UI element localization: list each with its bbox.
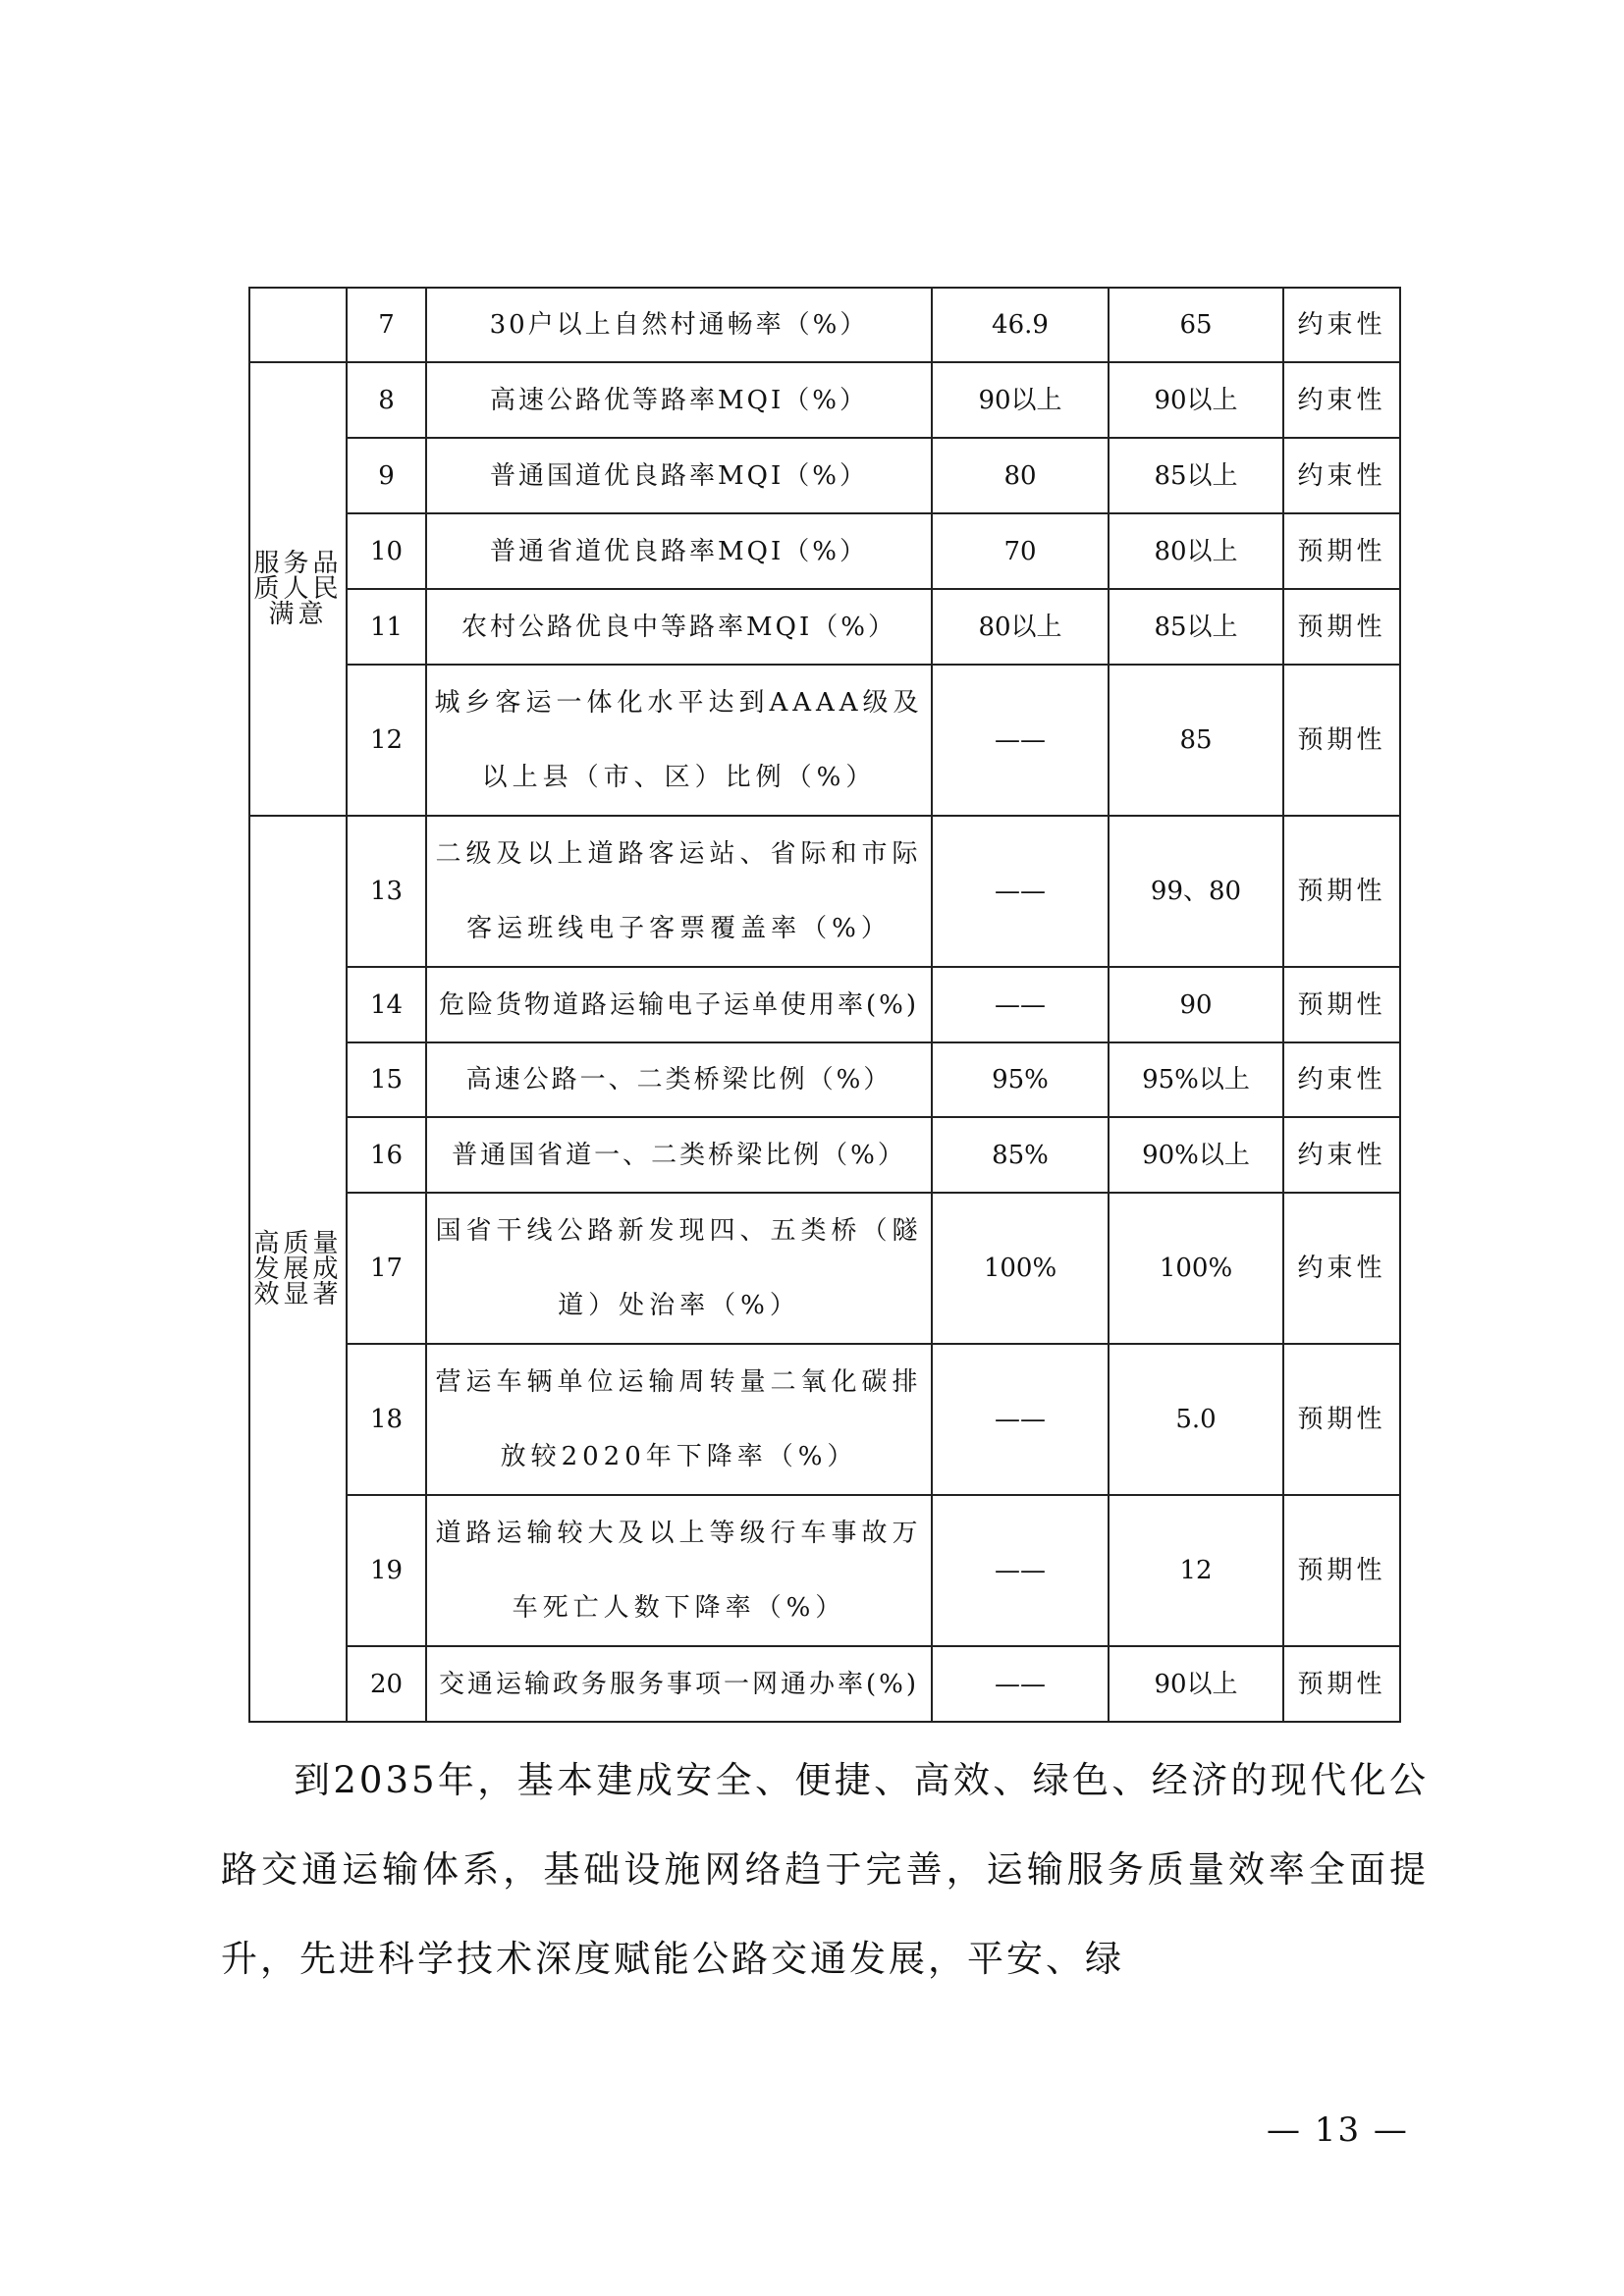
row-number: 8 <box>347 362 426 438</box>
baseline-value: 85% <box>932 1117 1109 1193</box>
indicator-name: 道路运输较大及以上等级行车事故万车死亡人数下降率（%） <box>426 1495 932 1646</box>
indicator-name: 普通省道优良路率MQI（%） <box>426 513 932 589</box>
row-number: 20 <box>347 1646 426 1722</box>
baseline-value: —— <box>932 665 1109 816</box>
indicator-name: 营运车辆单位运输周转量二氧化碳排放较2020年下降率（%） <box>426 1344 932 1495</box>
indicator-attribute: 约束性 <box>1283 362 1400 438</box>
indicator-attribute: 约束性 <box>1283 438 1400 513</box>
table-row <box>249 816 1400 967</box>
indicator-attribute: 约束性 <box>1283 288 1400 362</box>
table-row <box>249 665 1400 816</box>
category-cell: 高质量发展成效显著 <box>249 816 347 1722</box>
indicator-name: 高速公路优等路率MQI（%） <box>426 362 932 438</box>
indicator-attribute: 约束性 <box>1283 1042 1400 1117</box>
indicator-attribute: 预期性 <box>1283 1646 1400 1722</box>
row-number: 19 <box>347 1495 426 1646</box>
baseline-value: 46.9 <box>932 288 1109 362</box>
baseline-value: 80 <box>932 438 1109 513</box>
row-number: 12 <box>347 665 426 816</box>
row-number: 13 <box>347 816 426 967</box>
target-value: 95%以上 <box>1109 1042 1283 1117</box>
indicator-attribute: 预期性 <box>1283 967 1400 1042</box>
target-value: 85以上 <box>1109 438 1283 513</box>
baseline-value: —— <box>932 816 1109 967</box>
row-number: 10 <box>347 513 426 589</box>
baseline-value: 80以上 <box>932 589 1109 665</box>
target-value: 5.0 <box>1109 1344 1283 1495</box>
indicator-name: 高速公路一、二类桥梁比例（%） <box>426 1042 932 1117</box>
target-value: 80以上 <box>1109 513 1283 589</box>
indicator-attribute: 预期性 <box>1283 1344 1400 1495</box>
target-value: 85 <box>1109 665 1283 816</box>
table-row <box>249 362 1400 438</box>
indicator-name: 交通运输政务服务事项一网通办率(%) <box>426 1646 932 1722</box>
table-row <box>249 438 1400 513</box>
table-row <box>249 967 1400 1042</box>
table-row <box>249 1042 1400 1117</box>
target-value: 90 <box>1109 967 1283 1042</box>
target-value: 100% <box>1109 1193 1283 1344</box>
table-row <box>249 288 1400 362</box>
row-number: 11 <box>347 589 426 665</box>
target-value: 85以上 <box>1109 589 1283 665</box>
paragraph-text: 到2035年，基本建成安全、便捷、高效、绿色、经济的现代化公路交通运输体系，基础设施网络趋于完善，运输服务质量效率全面提升，先进科学技术深度赋能公路交通发展，平安、绿 <box>221 1759 1429 1980</box>
indicator-attribute: 预期性 <box>1283 816 1400 967</box>
body-paragraph <box>221 1735 1429 2003</box>
indicator-name: 30户以上自然村通畅率（%） <box>426 288 932 362</box>
indicator-name: 普通国省道一、二类桥梁比例（%） <box>426 1117 932 1193</box>
indicator-name: 普通国道优良路率MQI（%） <box>426 438 932 513</box>
target-value: 65 <box>1109 288 1283 362</box>
indicator-table <box>248 287 1401 1723</box>
baseline-value: —— <box>932 967 1109 1042</box>
indicator-attribute: 预期性 <box>1283 513 1400 589</box>
table-row <box>249 1117 1400 1193</box>
baseline-value: —— <box>932 1344 1109 1495</box>
target-value: 90以上 <box>1109 1646 1283 1722</box>
baseline-value: —— <box>932 1495 1109 1646</box>
table-row <box>249 589 1400 665</box>
table-row <box>249 1495 1400 1646</box>
indicator-name: 国省干线公路新发现四、五类桥（隧道）处治率（%） <box>426 1193 932 1344</box>
baseline-value: 70 <box>932 513 1109 589</box>
target-value: 99、80 <box>1109 816 1283 967</box>
baseline-value: 95% <box>932 1042 1109 1117</box>
category-cell: 服务品质人民满意 <box>249 362 347 816</box>
row-number: 16 <box>347 1117 426 1193</box>
table-row <box>249 1193 1400 1344</box>
table-row <box>249 513 1400 589</box>
indicator-attribute: 预期性 <box>1283 665 1400 816</box>
table-row <box>249 1344 1400 1495</box>
target-value: 12 <box>1109 1495 1283 1646</box>
indicator-attribute: 预期性 <box>1283 589 1400 665</box>
indicator-name: 二级及以上道路客运站、省际和市际客运班线电子客票覆盖率（%） <box>426 816 932 967</box>
indicator-name: 农村公路优良中等路率MQI（%） <box>426 589 932 665</box>
row-number: 9 <box>347 438 426 513</box>
row-number: 18 <box>347 1344 426 1495</box>
indicator-attribute: 预期性 <box>1283 1495 1400 1646</box>
row-number: 14 <box>347 967 426 1042</box>
row-number: 17 <box>347 1193 426 1344</box>
baseline-value: 90以上 <box>932 362 1109 438</box>
row-number: 7 <box>347 288 426 362</box>
indicator-attribute: 约束性 <box>1283 1117 1400 1193</box>
category-cell <box>249 288 347 362</box>
indicator-attribute: 约束性 <box>1283 1193 1400 1344</box>
row-number: 15 <box>347 1042 426 1117</box>
target-value: 90%以上 <box>1109 1117 1283 1193</box>
indicator-name: 城乡客运一体化水平达到AAAA级及以上县（市、区）比例（%） <box>426 665 932 816</box>
baseline-value: 100% <box>932 1193 1109 1344</box>
indicator-name: 危险货物道路运输电子运单使用率(%) <box>426 967 932 1042</box>
baseline-value: —— <box>932 1646 1109 1722</box>
table-row <box>249 1646 1400 1722</box>
target-value: 90以上 <box>1109 362 1283 438</box>
page-number: — 13 — <box>1267 2110 1409 2150</box>
